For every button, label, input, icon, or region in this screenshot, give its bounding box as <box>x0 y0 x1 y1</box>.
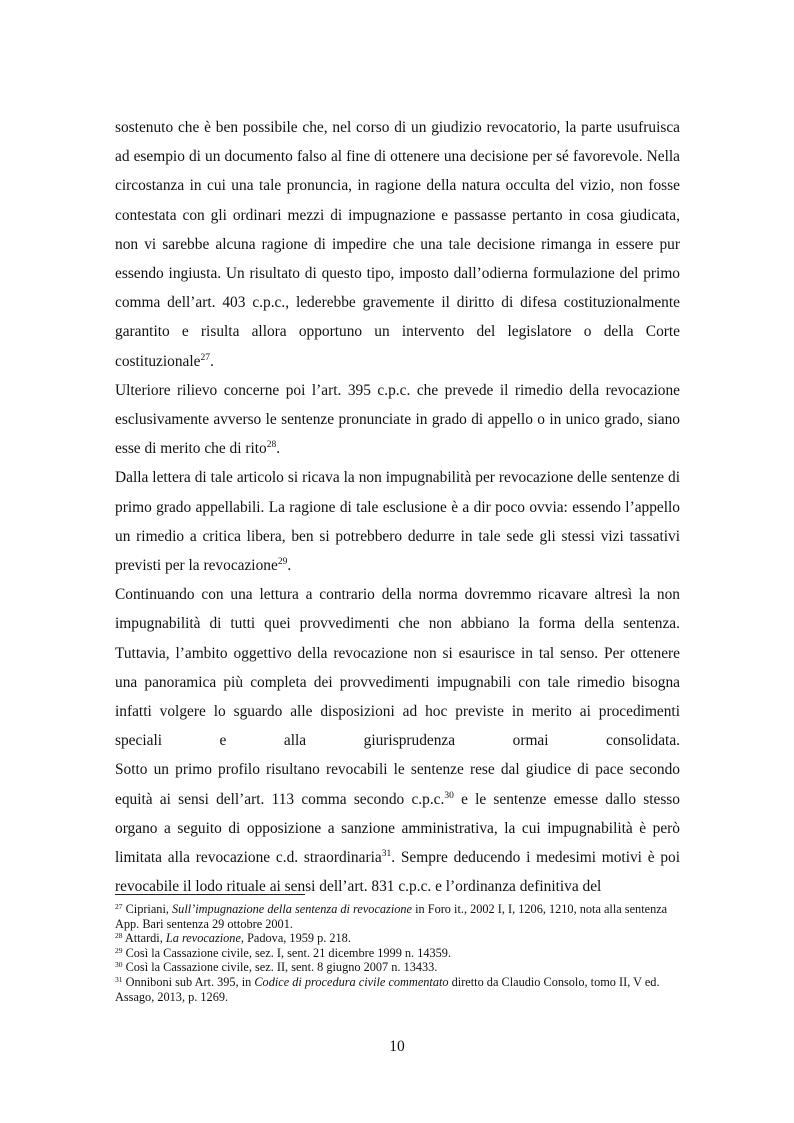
footnote-text: diretto da Claudio Consolo, tomo II, V ed. Assago, 2013, p. 1269. <box>115 974 660 1004</box>
paragraph <box>115 113 680 376</box>
footnote-number: 27 <box>115 902 123 911</box>
paragraph-text: . Sempre deducendo i medesimi motivi è poi revocabile il lodo rituale ai sensi dell’art. 831 c.p.c. e l’ordinanza definitiva del <box>115 849 681 896</box>
paragraph-text: Dalla lettera di tale articolo si ricava la non impugnabilità per revocazione delle sentenze di primo grado appellabili. La ragione di tale esclusione è a dir poco ovvia: essendo l’appello un rimedio a critica libera, ben si potrebbero dedurre in tale sede gli stessi vizi tassativi previsti per la revocazione <box>115 469 680 575</box>
footnote-text: Così la Cassazione civile, sez. I, sent. 21 dicembre 1999 n. 14359. <box>122 945 452 960</box>
paragraph <box>115 376 680 464</box>
footnote-text: Cipriani, <box>122 902 173 916</box>
footnote-ref: 27 <box>200 352 210 363</box>
footnote-number: 28 <box>115 931 123 941</box>
footnote <box>115 946 680 961</box>
footnote-ref: 29 <box>277 557 288 568</box>
paragraph <box>115 755 680 901</box>
paragraph-text: Ulteriore rilievo concerne poi l’art. 395 c.p.c. che prevede il rimedio della revocazione esclusivamente avverso le sentenze pronunciate in grado di appello o in unico grado, siano esse di merito che di rito <box>115 381 680 458</box>
footnote-title: Sull’impugnazione della sentenza di revocazione <box>172 902 413 916</box>
footnote-ref: 30 <box>444 790 454 801</box>
paragraph-text: Sotto un primo profilo risultano revocabili le sentenze rese dal giudice di pace secondo equità ai sensi dell’art. 113 comma secondo c.p.c. <box>115 761 680 808</box>
paragraph-text: e le sentenze emesse dallo stesso organo a seguito di opposizione a sanzione amministrativa, la cui impugnabilità è però limitata alla revocazione c.d. straordinaria <box>115 790 680 867</box>
footnote-ref: 31 <box>381 849 392 860</box>
page-number: 10 <box>389 1038 405 1055</box>
footnote-number: 31 <box>115 974 123 984</box>
footnotes <box>115 902 680 1004</box>
footnote <box>115 931 680 946</box>
footnote-ref: 28 <box>266 440 277 451</box>
footnote-title: La revocazione <box>165 931 241 946</box>
footnote-title: Codice di procedura civile commentato <box>254 974 449 989</box>
footnote <box>115 960 680 975</box>
paragraph-period: . <box>209 352 214 370</box>
footnote <box>115 902 680 931</box>
body-text <box>115 113 680 901</box>
footnote-text: in Foro it., 2002 I, I, 1206, 1210, nota alla sentenza App. Bari sentenza 29 ottobre 2001. <box>115 902 668 931</box>
paragraph <box>115 463 680 580</box>
footnote-text: Attardi, <box>122 931 166 946</box>
paragraph-period: . <box>276 440 281 458</box>
paragraph <box>115 580 680 755</box>
footnote-text: Così la Cassazione civile, sez. II, sent. 8 giugno 2007 n. 13433. <box>122 960 438 975</box>
footnote <box>115 975 680 1004</box>
paragraph-text: sostenuto che è ben possibile che, nel corso di un giudizio revocatorio, la parte usufruisca ad esempio di un documento falso al fine di ottenere una decisione per sé favorevole. Nella circostanza in cui una tale pronuncia, in ragione della natura occulta del vizio, non fosse contestata con gli ordinari mezzi di impugnazione e passasse pertanto in cosa giudicata, non vi sarebbe alcuna ragione di impedire che una tale decisione rimanga in essere pur essendo ingiusta. Un risultato di questo tipo, imposto dall’odierna formulazione del primo comma dell’art. 403 c.p.c., lederebbe gravemente il diritto di difesa costituzionalmente garantito e risulta allora opportuno un intervento del legislatore o della Corte costituzionale <box>115 119 680 370</box>
footnote-number: 30 <box>115 960 123 970</box>
footnote-separator <box>115 894 305 895</box>
paragraph-period: . <box>287 557 292 575</box>
footnote-text: Onniboni sub Art. 395, in <box>122 974 255 989</box>
paragraph-text: Continuando con una lettura a contrario della norma dovremmo ricavare altresì la non impugnabilità di tutti quei provvedimenti che non abbiano la forma della sentenza. Tuttavia, l’ambito oggettivo della revocazione non si esaurisce in tal senso. Per ottenere una panoramica più completa dei provvedimenti impugnabili con tale rimedio bisogna infatti volgere lo sguardo alle disposizioni ad hoc previste in merito ai procedimenti speciali e alla giurisprudenza ormai consolidata. <box>115 586 680 750</box>
footnote-number: 29 <box>115 945 123 955</box>
footnote-text: , Padova, 1959 p. 218. <box>240 931 351 946</box>
